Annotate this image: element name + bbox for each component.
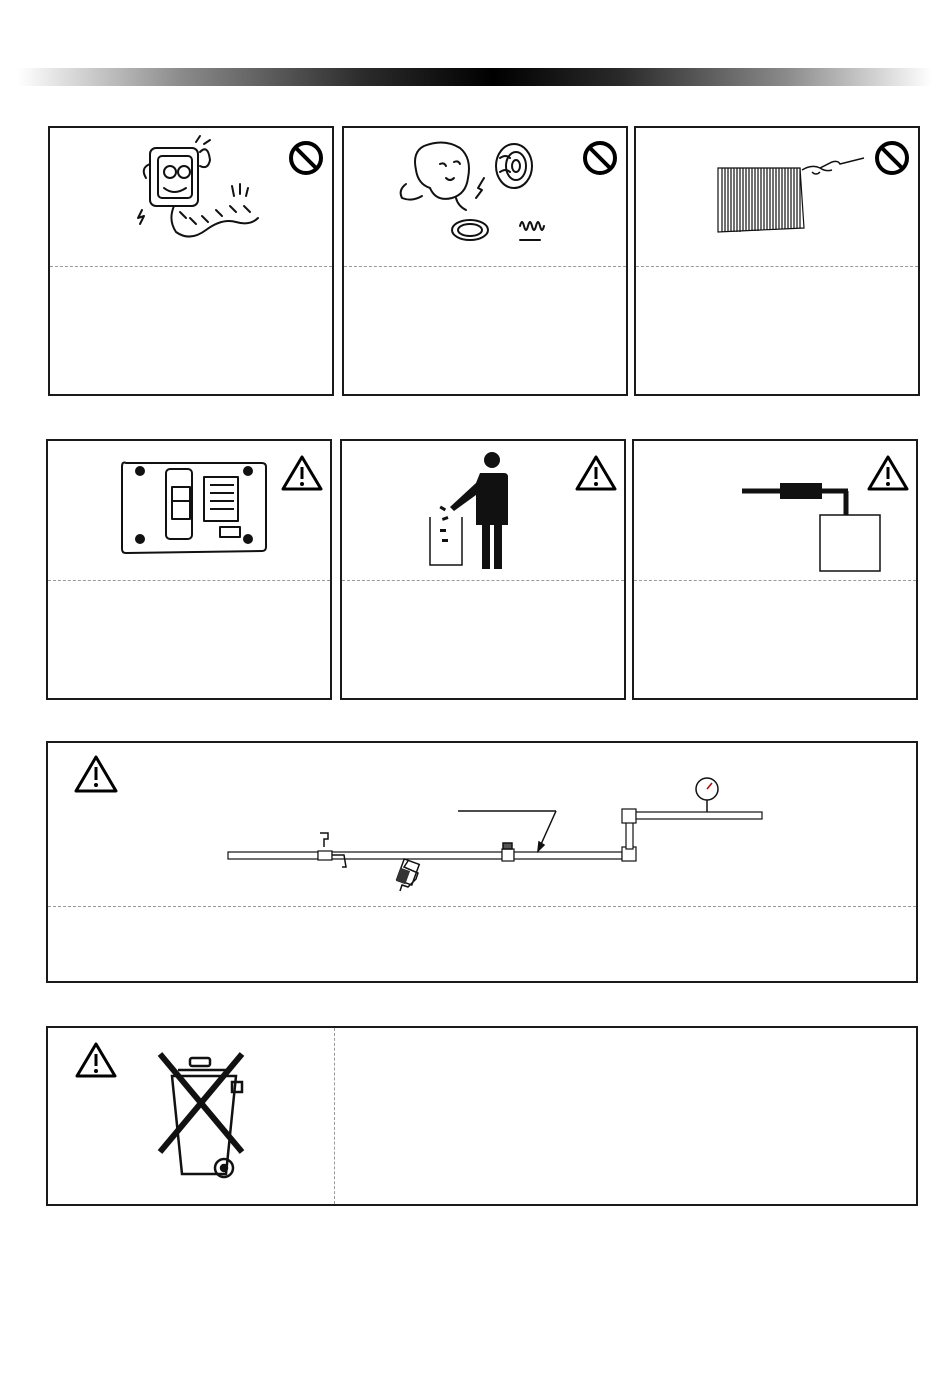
warning-triangle-icon [77, 1044, 115, 1076]
safety-panel-fins [634, 126, 920, 396]
panel-divider [344, 266, 626, 267]
panel-divider [636, 266, 918, 267]
panel-divider [634, 580, 916, 581]
crossed-wheelie-bin-icon [48, 1028, 336, 1204]
panel-text [342, 582, 624, 698]
safety-panel-wire [342, 126, 628, 396]
panel-divider [342, 580, 624, 581]
safety-panel-electric-shock [48, 126, 334, 396]
panel-text [48, 908, 916, 981]
no-entry-icon [877, 143, 907, 173]
no-entry-icon [585, 143, 615, 173]
safety-panel-inline-device [632, 439, 918, 700]
no-entry-icon [291, 143, 321, 173]
panel-text [50, 268, 332, 394]
panel-divider [50, 266, 332, 267]
panel-text [634, 582, 916, 698]
panel-text [344, 268, 626, 394]
header-gradient-bar [18, 68, 932, 86]
warning-triangle-icon [577, 457, 615, 489]
panel-divider [48, 906, 916, 907]
panel-text [338, 1028, 916, 1204]
warning-triangle-icon [76, 757, 116, 791]
safety-panel-weee [46, 1026, 918, 1206]
safety-panel-disposal [340, 439, 626, 700]
warning-triangle-icon [869, 457, 907, 489]
safety-panel-piping [46, 741, 918, 983]
panel-text [48, 582, 330, 698]
safety-panel-electrical-box [46, 439, 332, 700]
warning-triangle-icon [283, 457, 321, 489]
panel-text [636, 268, 918, 394]
panel-divider [48, 580, 330, 581]
